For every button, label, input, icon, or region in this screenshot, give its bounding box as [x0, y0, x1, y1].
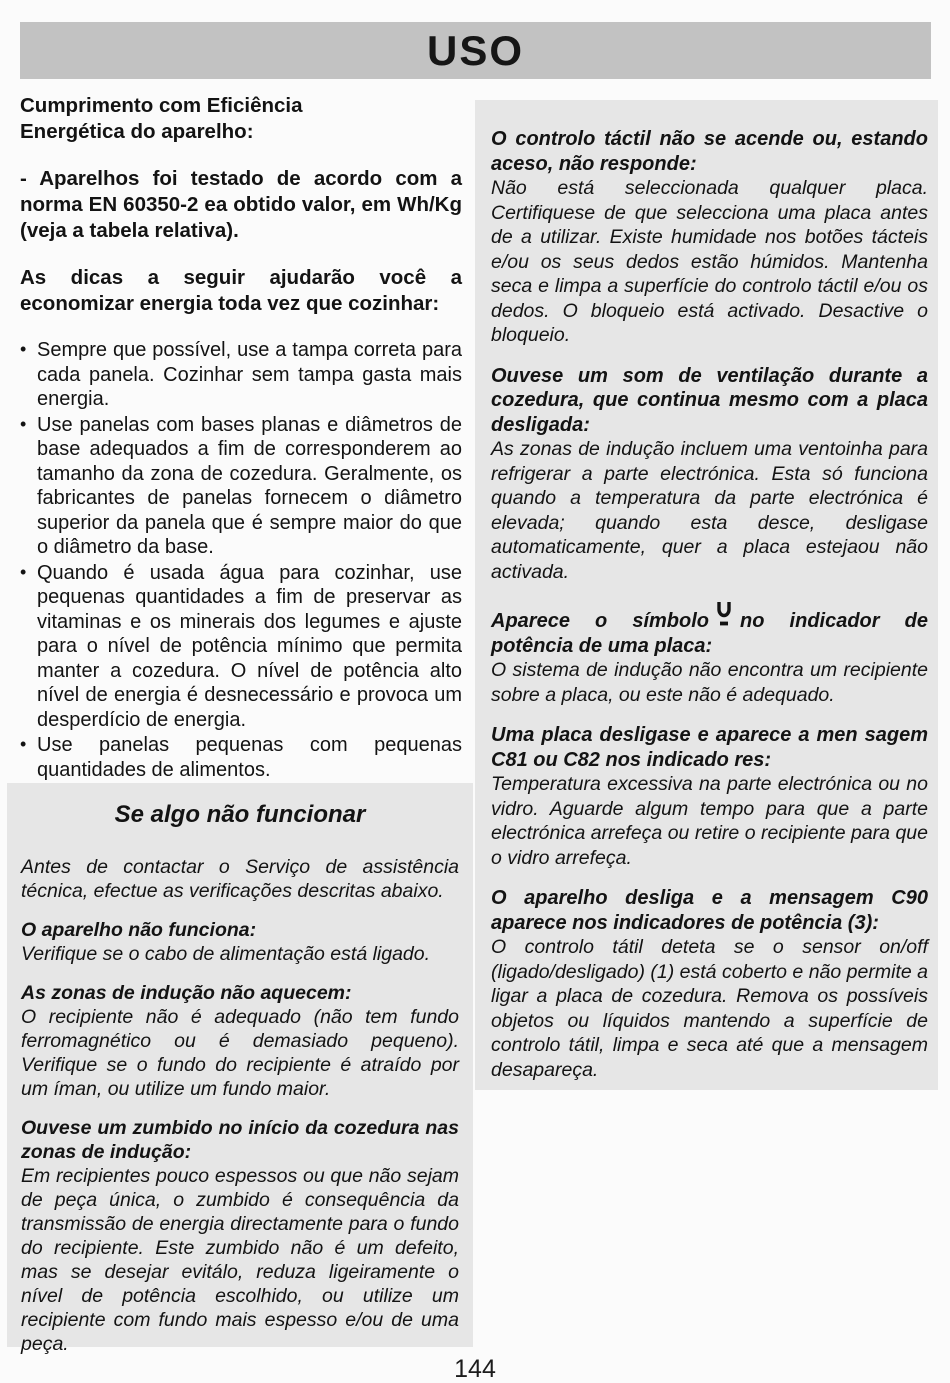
trouble-section-fan-sound — [491, 364, 928, 585]
bullet-icon: • — [20, 413, 27, 434]
trouble-section-appliance-not-working — [21, 918, 459, 966]
page-number: 144 — [454, 1355, 496, 1383]
trouble-section-c81-c82 — [491, 723, 928, 870]
list-item — [20, 733, 462, 782]
list-item — [20, 413, 462, 560]
section-heading: Ouvese um zumbido no início da cozedura nas zonas de indução: — [21, 1117, 459, 1163]
section-body: Temperatura excessiva na parte electrónica ou no vidro. Aguarde algum tempo para que a parte electrónica arrefeça ou retire o recipiente para que o vidro arrefeça. — [491, 773, 928, 869]
list-item — [20, 561, 462, 733]
energy-tips-list — [20, 338, 462, 782]
section-heading: O aparelho não funciona: — [21, 919, 257, 941]
efficiency-heading — [20, 93, 462, 145]
bullet-icon: • — [20, 339, 27, 359]
list-item-text: Sempre que possível, use a tampa correta para cada panela. Cozinhar sem tampa gasta mais energia. — [37, 339, 462, 410]
troubleshooting-title: Se algo não funcionar — [114, 801, 366, 828]
section-body: O sistema de indução não encontra um recipiente sobre a placa, ou este não é adequado. — [491, 659, 928, 706]
no-pot-display-symbol-icon — [715, 600, 733, 630]
touch-control-troubleshooting-box — [475, 100, 938, 1090]
section-heading: Uma placa desligase e aparece a men sagem C81 ou C82 nos indicado res: — [491, 724, 928, 771]
bullet-icon: • — [20, 734, 27, 754]
heading-text-post: no indicador de potência de uma placa: — [491, 610, 928, 657]
troubleshooting-box — [7, 783, 473, 1355]
list-item-text: Use panelas com bases planas e diâmetros de base adequados a fim de corresponderem ao tamanho da zona de cozedura. Geralmente, os fabricantes de panelas fornecem o diâmetro superior da panela que é sempre maior do que o diâmetro da base. — [37, 413, 462, 558]
section-body: O controlo tátil deteta se o sensor on/off (ligado/desligado) (1) está coberto e não permite a ligar a placa de cozedura. Remova os possíveis objetos ou líquidos mantendo a superfície de controlo tátil, limpa e seca até que a mensagem desapareça. — [491, 936, 928, 1081]
page-title: USO — [426, 26, 524, 74]
left-column — [20, 93, 462, 783]
section-body: Em recipientes pouco espessos ou que não sejam de peça única, o zumbido é consequência da transmissão de energia directamente para o fundo do recipiente. Este zumbido não é um defeito, mas se desejar evitálo, reduza ligeiramente o nível de potência escolhido, ou utilize um recipiente com fundo mais espesso e/ou de uma peça. — [21, 1165, 459, 1355]
tips-lead-paragraph: As dicas a seguir ajudarão você a economizar energia toda vez que cozinhar: — [20, 266, 462, 315]
section-body: Verifique se o cabo de alimentação está ligado. — [21, 943, 431, 965]
list-item-text: Quando é usada água para cozinhar, use pequenas quantidades a fim de preservar as vitaminas e os minerais dos legumes e ajuste para o nível de potência mínimo que permita manter a cozedura. O nível de potência alto nível de energia é desnecessário e provoca um desperdício de energia. — [37, 561, 462, 731]
troubleshooting-intro: Antes de contactar o Serviço de assistência técnica, efectue as verificações descritas abaixo. — [21, 856, 459, 902]
efficiency-heading-line1: Cumprimento com Eficiência — [20, 94, 303, 117]
trouble-section-c90 — [491, 886, 928, 1082]
heading-text-pre: Aparece o símbolo — [491, 610, 710, 632]
section-heading: O controlo táctil não se acende ou, estando aceso, não responde: — [491, 128, 928, 175]
page-header-bar — [20, 22, 931, 79]
list-item-text: Use panelas pequenas com pequenas quantidades de alimentos. — [37, 734, 462, 781]
section-heading: As zonas de indução não aquecem: — [21, 982, 352, 1004]
section-body: O recipiente não é adequado (não tem fundo ferromagnético ou é demasiado pequeno). Verifique se o fundo do recipiente é atraído por um íman, ou utilize um fundo maior. — [21, 1006, 459, 1100]
section-heading: Ouvese um som de ventilação durante a cozedura, que continua mesmo com a placa desligada: — [491, 364, 928, 436]
efficiency-heading-line2: Energética do aparelho: — [20, 120, 254, 143]
section-body: Não está seleccionada qualquer placa. Certifiquese de que selecciona uma placa antes de a utilizar. Existe humidade nos botões tácteis e/ou os seus dedos estão húmidos. Mantenha seca e limpa a superfície do controlo táctil e/ou os dedos. O bloqueio está activado. Desactive o bloqueio. — [491, 177, 928, 346]
bullet-icon: • — [20, 561, 27, 582]
list-item — [20, 338, 462, 412]
norm-paragraph: - Aparelhos foi testado de acordo com a norma EN 60350-2 ea obtido valor, em Wh/Kg (veja a tabela relativa). — [20, 167, 462, 242]
trouble-section-buzzing-sound — [21, 1116, 459, 1356]
trouble-section-touch-control — [491, 127, 928, 348]
section-body: As zonas de indução incluem uma ventoinha para refrigerar a parte electrónica. Esta só funciona quando a temperatura da parte electrónica é elevada; quando esta desce, desligase automaticamente, quer a placa estejaou não activada. — [491, 438, 928, 583]
section-heading: O aparelho desliga e a mensagem C90 aparece nos indicadores de potência (3): — [491, 887, 928, 934]
trouble-section-no-pot-symbol — [491, 600, 928, 707]
section-heading — [491, 600, 928, 658]
trouble-section-zones-not-heating — [21, 981, 459, 1101]
